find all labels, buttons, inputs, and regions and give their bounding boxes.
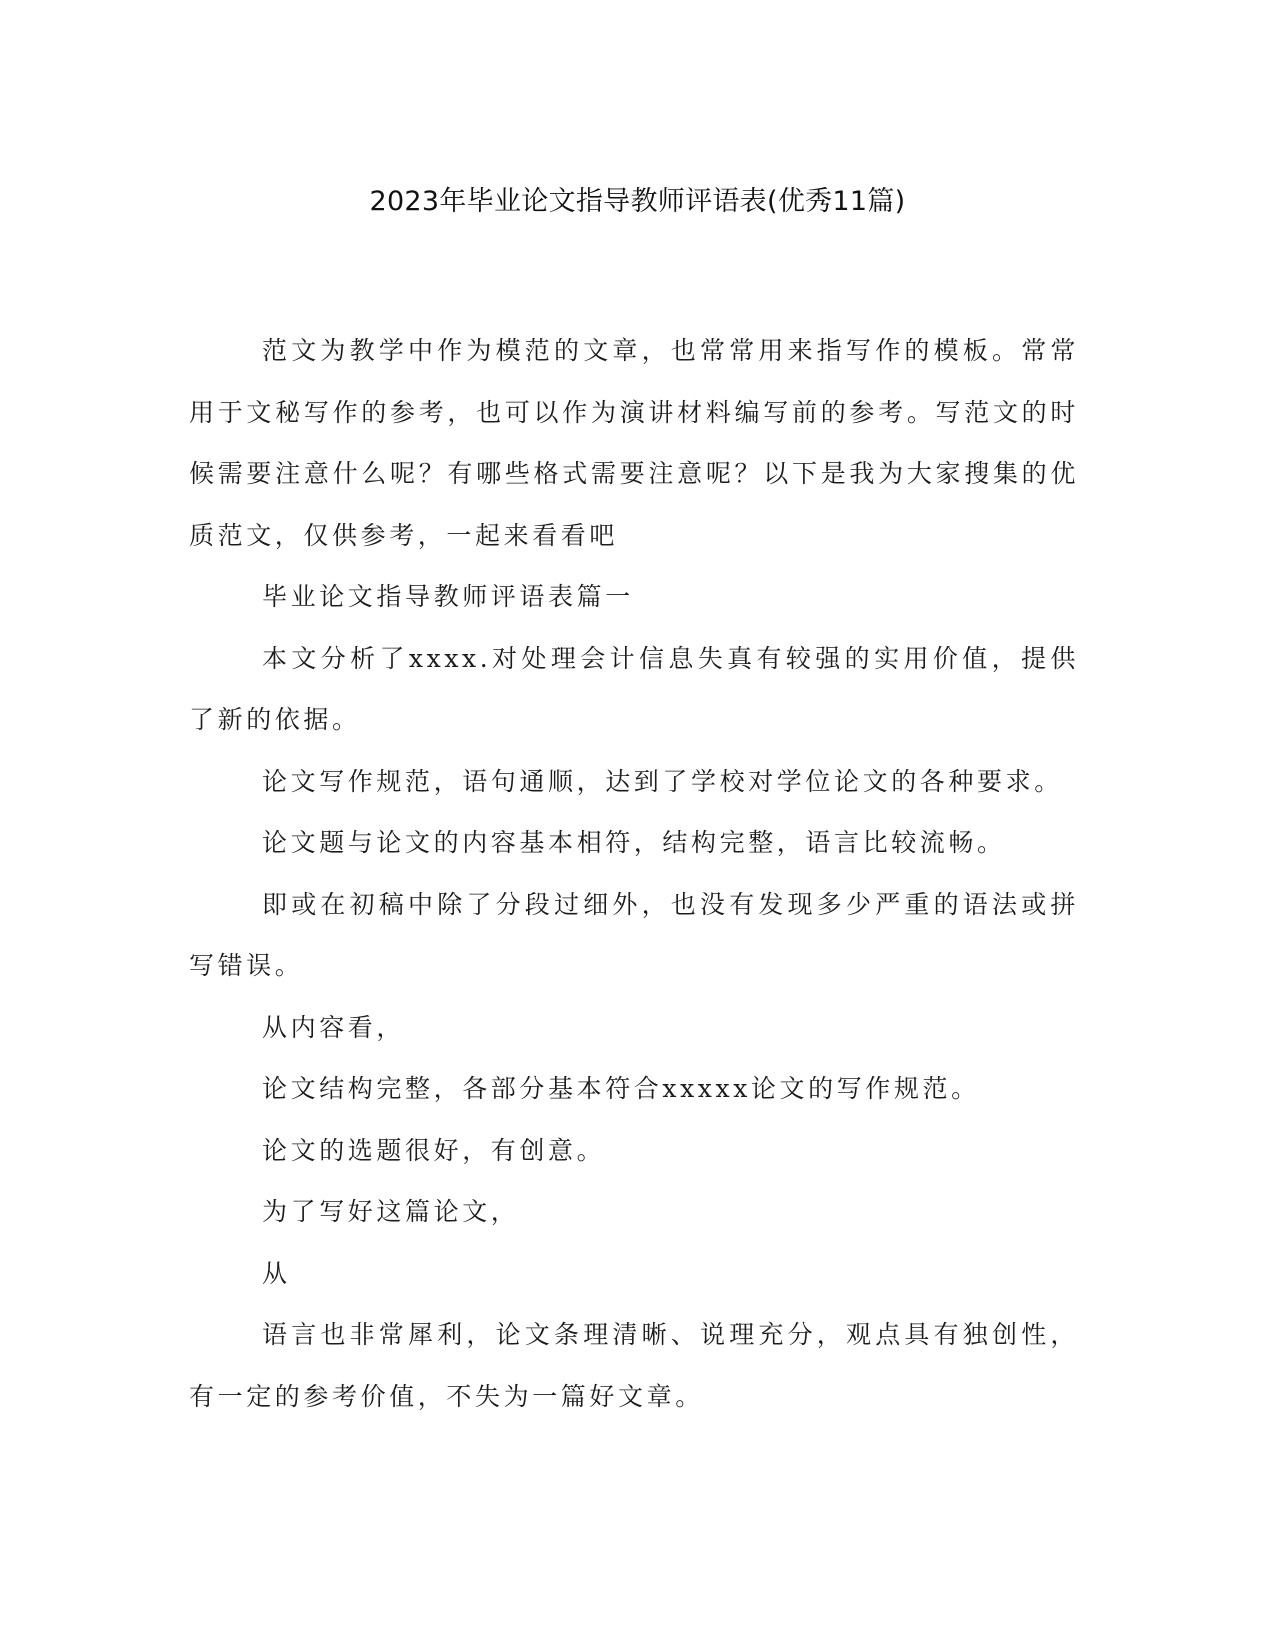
intro-paragraph: 范文为教学中作为模范的文章，也常常用来指写作的模板。常常用于文秘写作的参考，也可以作为演讲材料编写前的参考。写范文的时候需要注意什么呢？有哪些格式需要注意呢？以下是我为大家搜集的优质范文，仅供参考，一起来看看吧 [189, 336, 1079, 550]
body-paragraph: 为了写好这篇论文， [262, 1197, 520, 1226]
body-paragraph: 论文写作规范，语句通顺，达到了学校对学位论文的各种要求。 [262, 766, 1063, 796]
body-paragraph: 即或在初稿中除了分段过细外，也没有发现多少严重的语法或拼写错误。 [189, 889, 1079, 980]
body-paragraph: 从 [262, 1258, 291, 1288]
body-paragraph: 本文分析了xxxx.对处理会计信息失真有较强的实用价值，提供了新的依据。 [189, 643, 1079, 734]
body-paragraph: 从内容看， [262, 1012, 406, 1042]
body-paragraph: 论文题与论文的内容基本相符，结构完整，语言比较流畅。 [262, 828, 1006, 857]
body-paragraph: 论文结构完整，各部分基本符合xxxxx论文的写作规范。 [262, 1074, 980, 1103]
body-paragraph: 语言也非常犀利，论文条理清晰、说理充分，观点具有独创性，有一定的参考价值，不失为一篇好文章。 [189, 1320, 1079, 1411]
document-body [189, 320, 1079, 1427]
document-title: 2023年毕业论文指导教师评语表(优秀11篇) [369, 186, 906, 217]
body-paragraph: 论文的选题很好，有创意。 [262, 1135, 606, 1165]
section-heading: 毕业论文指导教师评语表篇一 [262, 582, 634, 611]
